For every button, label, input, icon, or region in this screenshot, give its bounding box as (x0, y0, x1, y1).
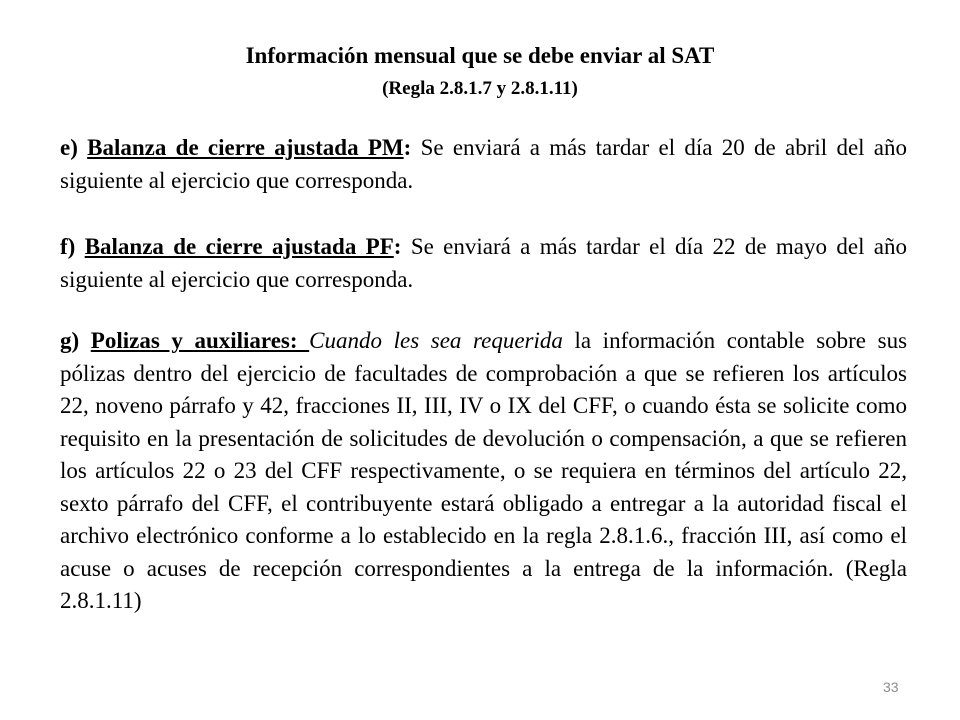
item-colon: : (403, 135, 412, 160)
item-text: Se enviará a más tardar el día 22 de mayo del año siguiente al ejercicio que corresponda. (60, 234, 908, 292)
item-colon: : (393, 234, 402, 259)
page-subtitle: (Regla 2.8.1.7 y 2.8.1.11) (382, 78, 578, 99)
item-term: Balanza de cierre ajustada PM (87, 135, 404, 160)
item-term: Polizas y auxiliares: (90, 328, 310, 353)
page-number: 33 (883, 679, 899, 695)
paragraph-f (60, 231, 907, 296)
item-label: e) (60, 135, 78, 160)
paragraph-g (60, 325, 907, 618)
page-title: Información mensual que se debe enviar al SAT (245, 43, 715, 68)
paragraph-e (60, 132, 907, 197)
item-label: f) (60, 234, 76, 259)
item-term: Balanza de cierre ajustada PF (84, 234, 394, 259)
item-text: la información contable sobre sus pólizas dentro del ejercicio de facultades de comprobación a que se refieren los artículos 22, noveno párrafo y 42, fracciones II, III, IV o IX del CFF, o cuando ésta se solicite como requisito en la presentación de solicitudes de devolución o compensación, a que se refieren los artículos 22 o 23 del CFF respectivamente, o se requiera en términos del artículo 22, sexto párrafo del CFF, el contribuyente estará obligado a entregar a la autoridad fiscal el archivo electrónico conforme a lo establecido en la regla 2.8.1.6., fracción III, así como el acuse o acuses de recepción correspondientes a la entrega de la información. (Regla 2.8.1.11) (60, 328, 908, 613)
item-text: Se enviará a más tardar el día 20 de abril del año siguiente al ejercicio que corresponda. (60, 135, 908, 193)
item-label: g) (60, 328, 80, 353)
item-requirement: Cuando les sea requerida (309, 328, 563, 353)
